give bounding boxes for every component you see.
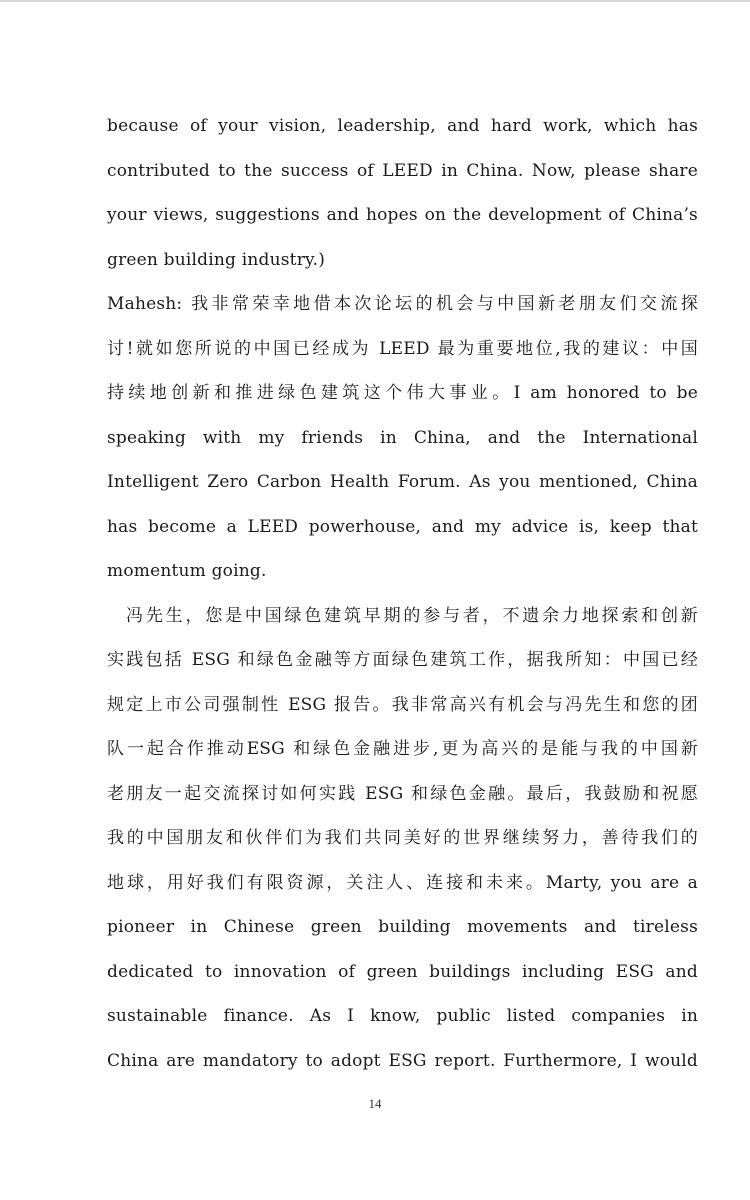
- text-line: because of your vision, leadership, and hard work, which has: [107, 116, 698, 136]
- text-line: 规定上市公司强制性 ESG 报告。我非常高兴有机会与冯先生和您的团: [107, 694, 698, 715]
- text-line: Mahesh: 我非常荣幸地借本次论坛的机会与中国新老朋友们交流探: [107, 294, 698, 314]
- text-line: 实践包括 ESG 和绿色金融等方面绿色建筑工作，据我所知：中国已经: [107, 650, 698, 670]
- text-line: sustainable finance. As I know, public listed companies in: [107, 1006, 698, 1026]
- text-line: 我的中国朋友和伙伴们为我们共同美好的世界继续努力，善待我们的: [107, 828, 698, 848]
- text-line: dedicated to innovation of green buildings including ESG and: [107, 961, 698, 982]
- text-line: 队一起合作推动ESG 和绿色金融进步,更为高兴的是能与我的中国新: [107, 739, 698, 759]
- text-line: 老朋友一起交流探讨如何实践 ESG 和绿色金融。最后，我鼓励和祝愿: [107, 783, 698, 804]
- text-line: 地球，用好我们有限资源，关注人、连接和未来。Marty, you are a: [107, 872, 698, 893]
- text-line: China are mandatory to adopt ESG report. Furthermore, I would: [107, 1050, 698, 1071]
- text-line: has become a LEED powerhouse, and my advice is, keep that: [107, 516, 698, 537]
- text-line: 冯先生，您是中国绿色建筑早期的参与者，不遗余力地探索和创新: [126, 605, 698, 626]
- text-line: contributed to the success of LEED in China. Now, please share: [107, 160, 698, 181]
- document-body: [107, 104, 698, 1083]
- text-line: green building industry.): [107, 249, 326, 270]
- text-line: momentum going.: [107, 561, 267, 581]
- text-line: 讨!就如您所说的中国已经成为 LEED 最为重要地位,我的建议：中国: [107, 338, 698, 359]
- text-line: 持续地创新和推进绿色建筑这个伟大事业。I am honored to be: [107, 383, 698, 403]
- text-line: pioneer in Chinese green building movements and tireless: [107, 917, 698, 937]
- text-line: your views, suggestions and hopes on the development of China’s: [107, 205, 698, 225]
- text-line: Intelligent Zero Carbon Health Forum. As you mentioned, China: [107, 472, 698, 492]
- text-line: speaking with my friends in China, and the International: [107, 427, 698, 448]
- top-divider: [0, 0, 750, 2]
- page-number: 14: [368, 1096, 382, 1111]
